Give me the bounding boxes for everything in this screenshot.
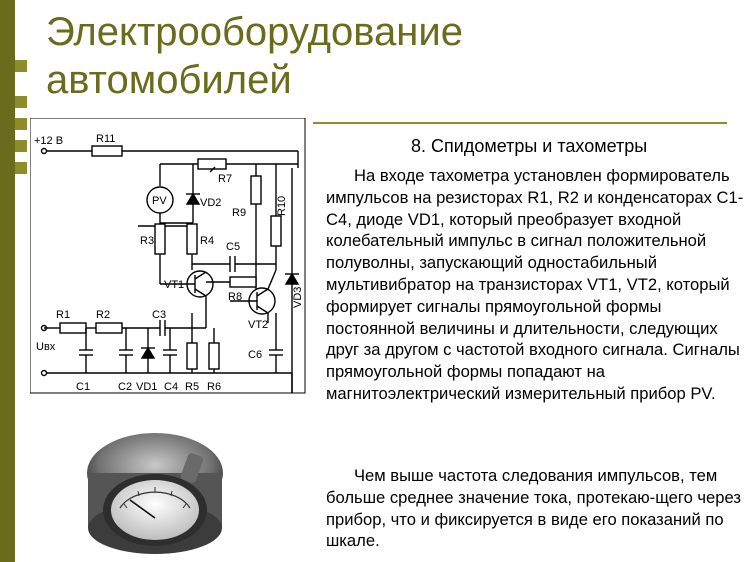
accent-square xyxy=(15,96,27,108)
label-c3: C3 xyxy=(152,309,167,321)
label-r11: R11 xyxy=(96,133,116,145)
label-c1: C1 xyxy=(76,381,91,393)
r5-resistor xyxy=(187,343,197,369)
label-r8: R8 xyxy=(228,291,243,303)
label-r6: R6 xyxy=(207,381,222,393)
title-divider xyxy=(313,122,727,124)
label-r2: R2 xyxy=(96,309,111,321)
r7-resistor xyxy=(198,159,226,169)
label-r7: R7 xyxy=(218,173,233,185)
accent-square xyxy=(15,162,27,174)
tachometer-circuit-diagram xyxy=(30,118,310,398)
left-accent-bar xyxy=(0,0,15,562)
label-supply: +12 В xyxy=(34,135,64,147)
r3-resistor xyxy=(155,224,165,254)
section-heading: 8. Спидометры и тахометры xyxy=(411,136,648,156)
slide-title xyxy=(46,8,646,104)
label-r1: R1 xyxy=(56,309,71,321)
label-c4: C4 xyxy=(164,381,179,393)
label-c2: C2 xyxy=(118,381,133,393)
r4-resistor xyxy=(187,224,197,254)
label-vd3: VD3 xyxy=(292,286,304,308)
r2-resistor xyxy=(96,323,122,333)
label-vd1: VD1 xyxy=(136,381,158,393)
r11-resistor xyxy=(92,146,122,156)
r10-resistor xyxy=(271,216,281,246)
paragraph-1-text: На входе тахометра установлен формирователь импульсов на резисторах R1, R2 и конденсаторах С1-С4, диоде VD1, который преобразует входной колебательный импульс в сигнал положительной полуволны, запускающий одностабильный мультивибратор на транзисторах VT1, VT2, который формирует сигналы прямоугольной формы постоянной величины и длительности, следующих друг за другом с частотой входного сигнала. Сигналы прямоугольной формы попадают на магнитоэлектрический измерительный прибор PV. xyxy=(326,166,744,403)
title-line-1: Электрооборудование xyxy=(46,10,463,54)
title-line-2: автомобилей xyxy=(46,58,292,102)
label-vd2: VD2 xyxy=(200,197,222,209)
label-vt2: VT2 xyxy=(248,319,269,331)
accent-square xyxy=(15,118,27,130)
accent-square xyxy=(15,60,27,72)
label-r5: R5 xyxy=(185,381,200,393)
accent-square xyxy=(15,140,27,152)
paragraph-2 xyxy=(326,465,746,552)
paragraph-1 xyxy=(326,165,746,405)
r1-resistor xyxy=(60,323,86,333)
label-r4: R4 xyxy=(200,235,215,247)
label-r10: R10 xyxy=(276,195,288,216)
label-c5: C5 xyxy=(226,241,241,253)
label-uin: Uвх xyxy=(36,341,56,353)
label-vt1: VT1 xyxy=(164,279,185,291)
label-c6: C6 xyxy=(248,349,263,361)
r9-resistor xyxy=(251,176,261,204)
paragraph-2-text: Чем выше частота следования импульсов, тем больше среднее значение тока, протекаю-щего через прибор, что и фиксируется в виде его показаний по шкале. xyxy=(326,466,741,551)
r8-resistor xyxy=(230,277,256,287)
gauge-photo xyxy=(80,418,230,558)
label-r9: R9 xyxy=(232,207,247,219)
label-r3: R3 xyxy=(140,235,155,247)
label-pv: PV xyxy=(152,195,167,207)
r6-resistor xyxy=(209,343,219,369)
